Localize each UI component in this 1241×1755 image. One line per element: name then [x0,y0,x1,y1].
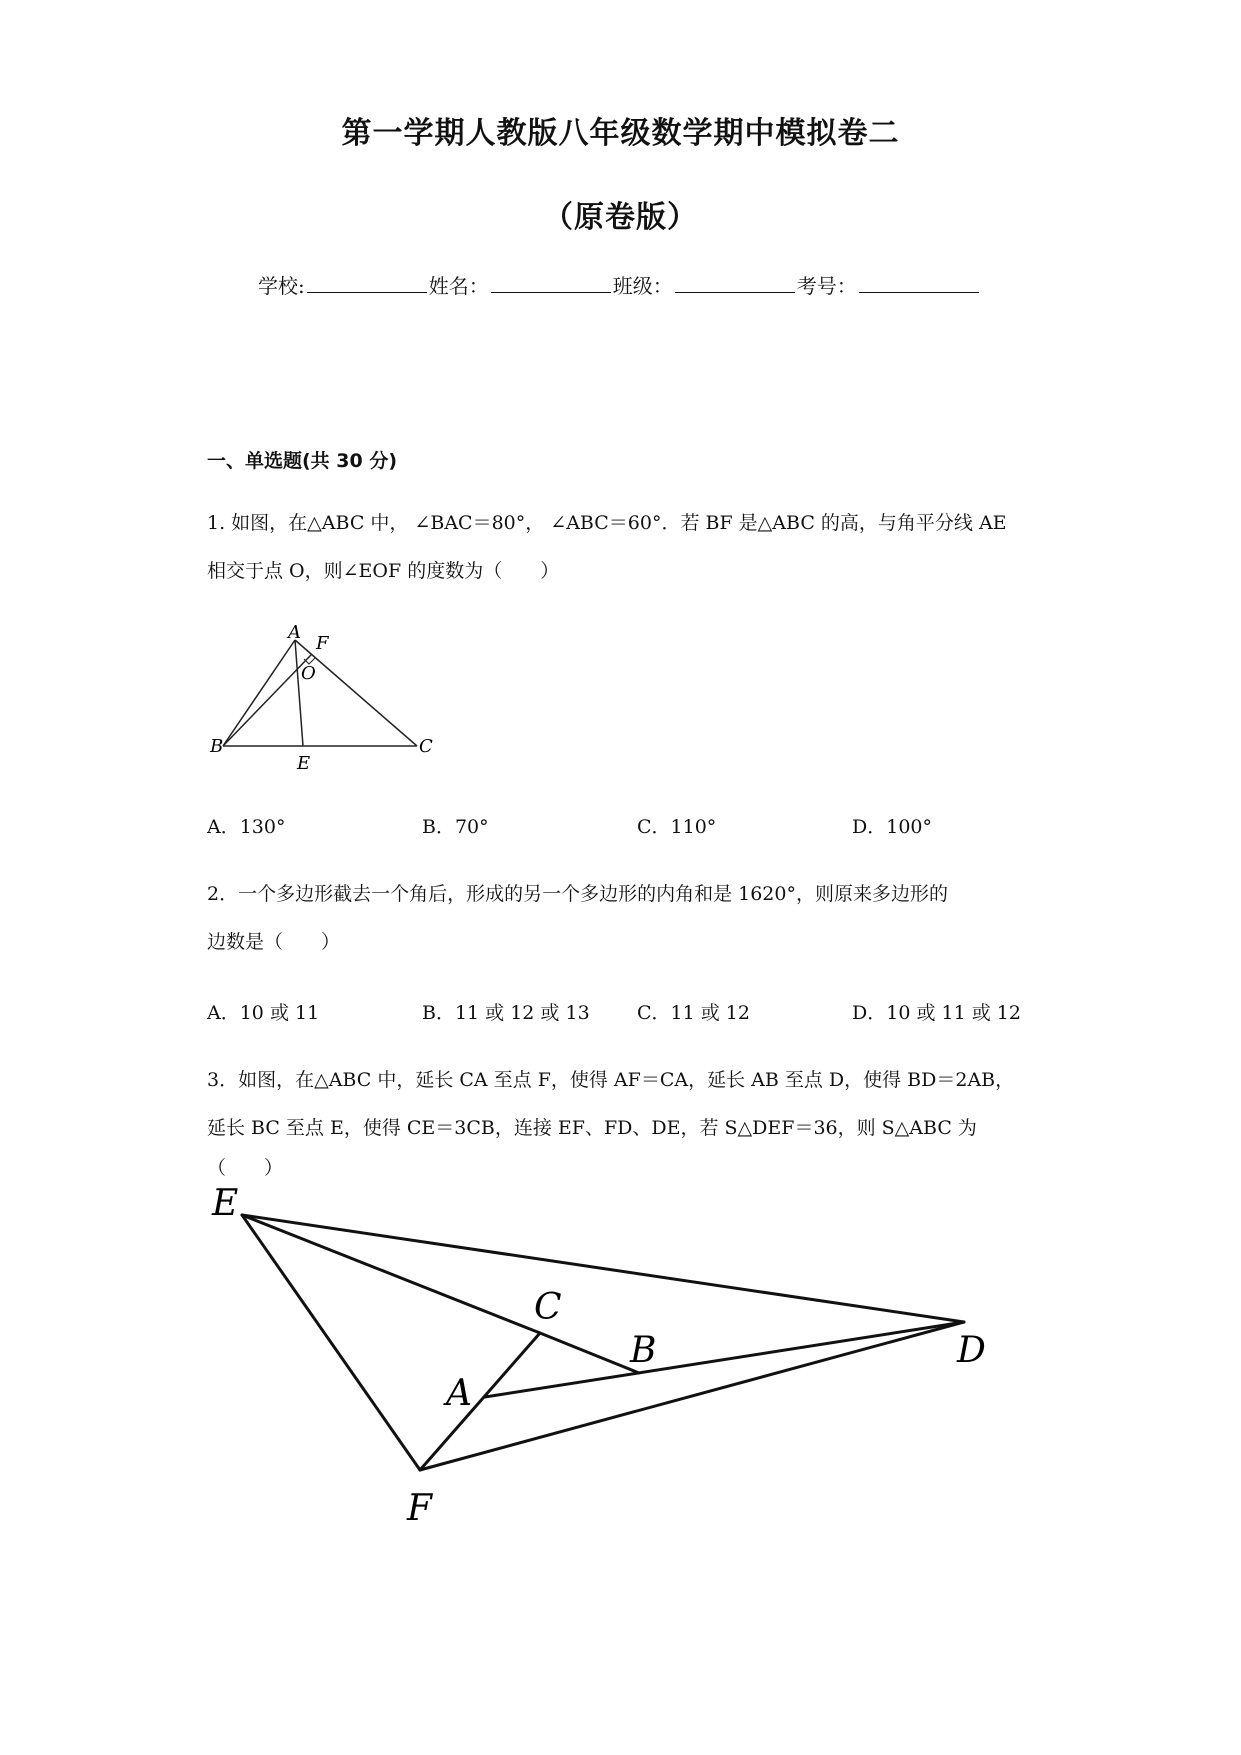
page-title: 第一学期人教版八年级数学期中模拟卷二 [341,116,900,151]
segment-ef [242,1215,420,1470]
number-blank[interactable] [859,274,979,293]
name-blank[interactable] [491,274,611,293]
q1-options [207,812,1067,839]
q3-label-f: F [407,1488,432,1529]
q3-label-d: D [957,1330,986,1371]
q3-label-a: A [446,1373,472,1414]
q3-line1: 3．如图，在△ABC 中，延长 CA 至点 F，使得 AF＝CA，延长 AB 至点 D，使得 BD＝2AB， [207,1069,1015,1091]
q2-option-c[interactable]: C．11 或 12 [637,1002,750,1024]
q1-option-d[interactable]: D．100° [852,816,932,838]
q1-label-o: O [301,663,316,684]
q2-option-a[interactable]: A．10 或 11 [207,1002,320,1024]
q2-line1: 2．一个多边形截去一个角后，形成的另一个多边形的内角和是 1620°，则原来多边形的 [207,883,948,905]
segment-ae [295,640,303,746]
q2-line2: 边数是（ ） [207,931,341,953]
class-blank[interactable] [675,274,795,293]
q3-label-b: B [630,1330,657,1371]
q1-line2: 相交于点 O，则∠EOF 的度数为（ ） [207,560,560,582]
q1-label-b: B [210,736,224,757]
q1-line1: 1. 如图，在△ABC 中， ∠BAC＝80°， ∠ABC＝60°．若 BF 是△ABC 的高，与角平分线 AE [207,512,1007,534]
q1-figure [205,615,445,775]
segment-fc [420,1333,540,1470]
school-blank[interactable] [307,274,427,293]
q3-label-c: C [534,1287,562,1328]
class-label: 班级： [612,274,673,298]
section-heading: 一、单选题(共 30 分) [207,450,398,472]
segment-fd [420,1322,964,1470]
q2-options [207,998,1067,1025]
q1-label-c: C [419,736,433,757]
q1-label-f: F [316,633,329,654]
school-label: 学校: [258,274,305,298]
q1-option-b[interactable]: B．70° [422,816,489,838]
q2-option-b[interactable]: B．11 或 12 或 13 [422,1002,590,1024]
q3-label-e: E [212,1183,239,1224]
student-info-row [258,270,981,299]
segment-cb [540,1333,639,1373]
q3-figure [200,1175,1020,1535]
segment-ab [223,640,295,746]
page-subtitle: （原卷版） [543,200,698,235]
q1-option-c[interactable]: C．110° [637,816,717,838]
segment-ec [242,1215,540,1333]
segment-ac [295,640,417,746]
segment-bf [223,655,311,746]
q3-line2: 延长 BC 至点 E，使得 CE＝3CB，连接 EF、FD、DE，若 S△DEF＝36，则 S△ABC 为（ ） [207,1117,977,1179]
q2-option-d[interactable]: D．10 或 11 或 12 [852,1002,1021,1024]
name-label: 姓名： [428,274,489,298]
q1-option-a[interactable]: A．130° [207,816,286,838]
q1-label-a: A [288,622,301,643]
number-label: 考号： [796,274,857,298]
segment-ed [242,1215,964,1322]
q1-label-e: E [297,753,311,774]
